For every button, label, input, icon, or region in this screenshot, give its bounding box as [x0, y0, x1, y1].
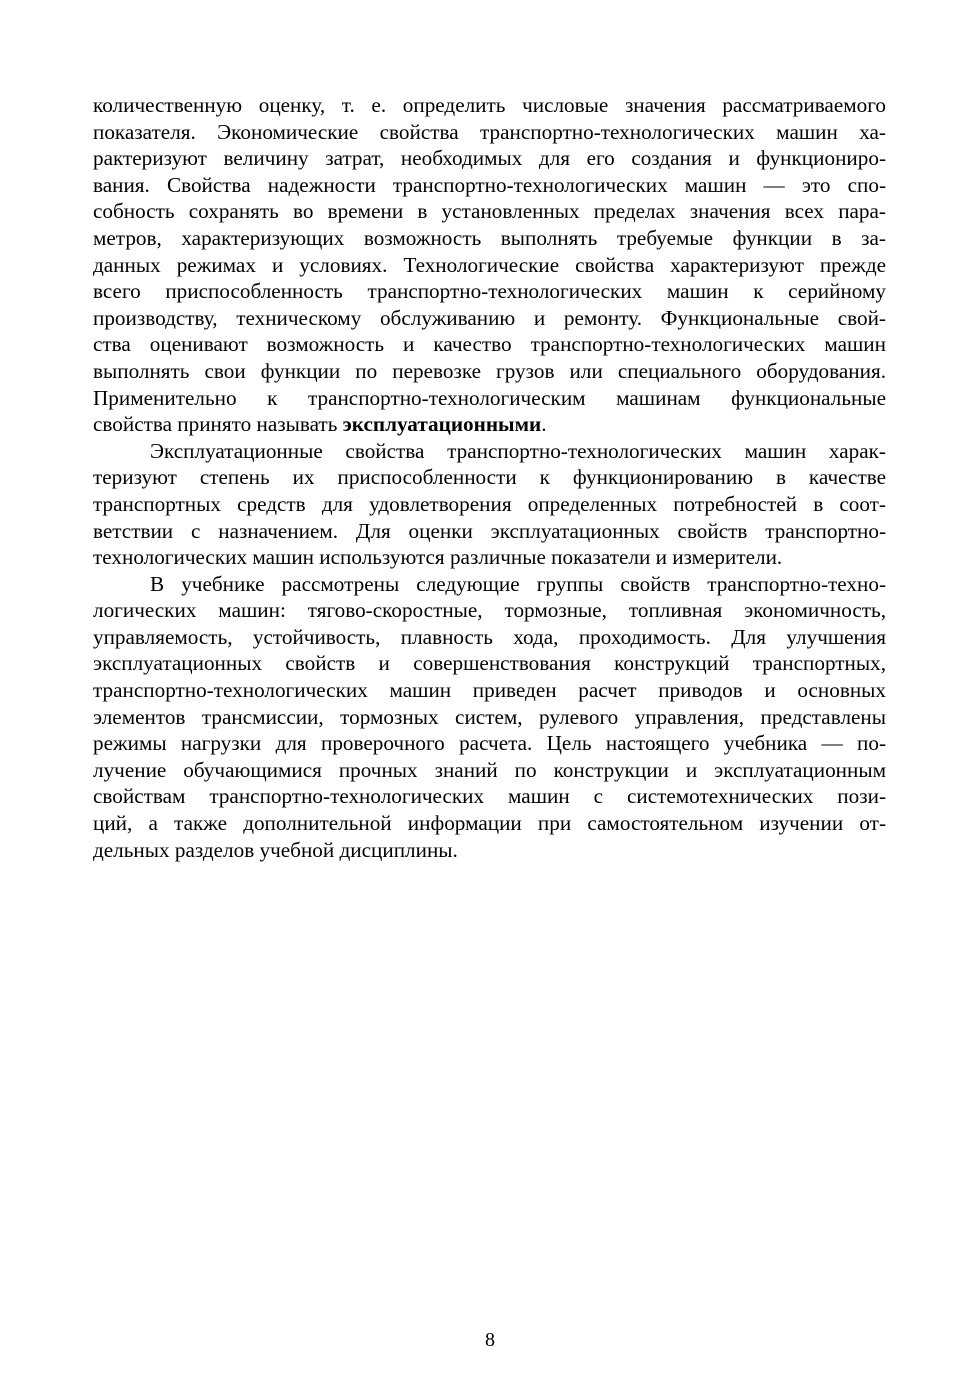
text-line: дельных разделов учебной дисциплины. [93, 837, 458, 862]
paragraph-1 [93, 92, 886, 438]
text-line: транспортных средств для удовлетворения определенных потребностей в соот- [93, 491, 886, 516]
text-line: транспортно-технологических машин приведен расчет приводов и основных [93, 678, 886, 703]
paragraph-3 [93, 571, 886, 864]
text-line: вания. Свойства надежности транспортно-технологических машин — это спо- [93, 172, 886, 197]
text-line: логических машин: тягово-скоростные, тормозные, топливная экономичность, [93, 598, 886, 623]
text-line: рактеризуют величину затрат, необходимых для его создания и функциониро- [93, 146, 886, 171]
text-line: производству, техническому обслуживанию и ремонту. Функциональные свой- [93, 305, 886, 330]
text-line: Эксплуатационные свойства транспортно-технологических машин харак- [150, 438, 886, 463]
text-line: режимы нагрузки для проверочного расчета. Цель настоящего учебника — по- [93, 731, 886, 756]
text-run: . [541, 412, 547, 437]
text-line: свойствам транспортно-технологических машин с системотехнических пози- [93, 784, 886, 809]
body-text [93, 92, 886, 863]
text-line [93, 411, 886, 438]
text-line: управляемость, устойчивость, плавность хода, проходимость. Для улучшения [93, 624, 886, 649]
text-line: показателя. Экономические свойства транспортно-технологических машин ха- [93, 119, 886, 144]
bold-term: эксплуатационными [342, 412, 542, 437]
text-line: ства оценивают возможность и качество транспортно-технологических машин [93, 332, 886, 357]
text-line: В учебнике рассмотрены следующие группы свойств транспортно-техно- [150, 571, 886, 596]
text-line: ций, а также дополнительной информации при самостоятельном изучении от- [93, 811, 886, 836]
text-line: выполнять свои функции по перевозке грузов или специального оборудования. [93, 358, 886, 383]
text-line: метров, характеризующих возможность выполнять требуемые функции в за- [93, 225, 886, 250]
paragraph-2 [93, 438, 886, 571]
text-line: собность сохранять во времени в установленных пределах значения всех пара- [93, 199, 886, 224]
text-line: эксплуатационных свойств и совершенствования конструкций транспортных, [93, 651, 886, 676]
page-number: 8 [485, 1329, 495, 1351]
text-line: ветствии с назначением. Для оценки эксплуатационных свойств транспортно- [93, 518, 886, 543]
text-line: элементов трансмиссии, тормозных систем, рулевого управления, представлены [93, 704, 886, 729]
text-line: всего приспособленность транспортно-технологических машин к серийному [93, 279, 886, 304]
text-line: количественную оценку, т. е. определить числовые значения рассматриваемого [93, 93, 886, 117]
text-run: свойства принято называть [93, 412, 343, 437]
text-line: лучение обучающимися прочных знаний по конструкции и эксплуатационным [93, 757, 886, 782]
text-line: технологических машин используются различные показатели и измерители. [93, 545, 783, 570]
text-line: теризуют степень их приспособленности к функционированию в качестве [93, 465, 886, 490]
text-line: Применительно к транспортно-технологическим машинам функциональные [93, 385, 886, 410]
text-line: данных режимах и условиях. Технологические свойства характеризуют прежде [93, 252, 886, 277]
